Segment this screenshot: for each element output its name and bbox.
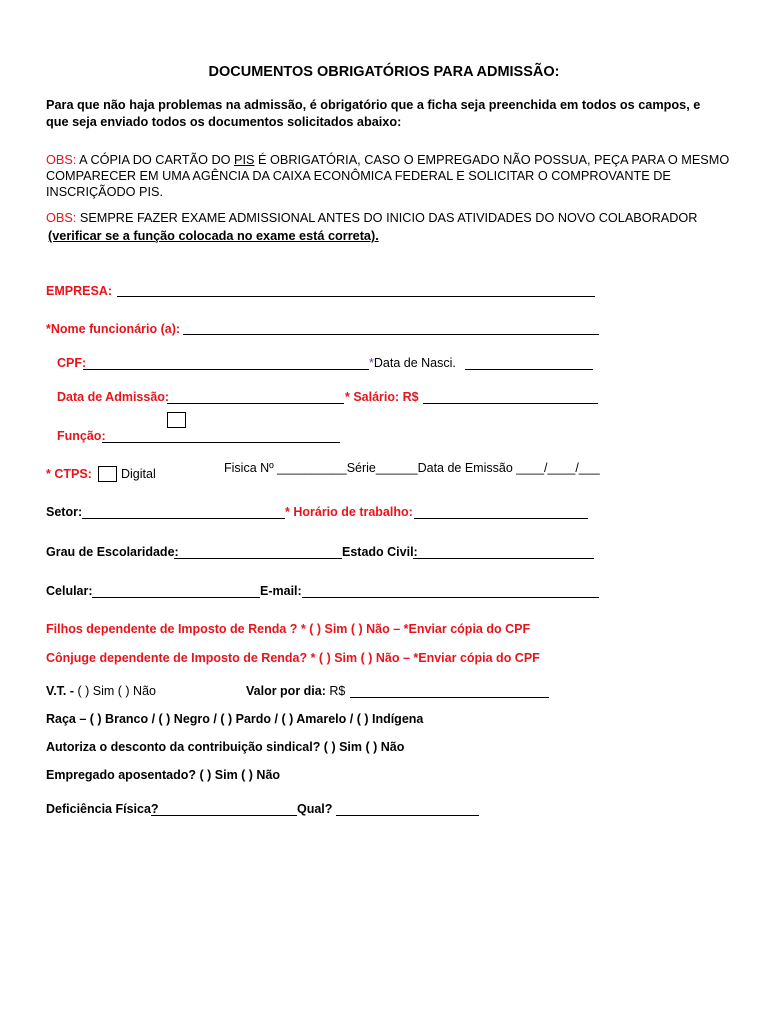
page-title: DOCUMENTOS OBRIGATÓRIOS PARA ADMISSÃO: [208,64,560,80]
setor-label: Setor: [46,505,83,519]
nome-label: *Nome funcionário (a): [46,322,181,336]
celular-label: Celular: [46,584,93,598]
vt-label: V.T. - [46,684,75,698]
horario-label: * Horário de trabalho: [285,505,413,519]
celular-field[interactable] [92,597,260,598]
filhos-dependente [46,622,530,636]
data-admissao-field[interactable] [167,403,344,404]
pis-underlined: PIS [234,153,255,167]
horario-field[interactable] [414,518,588,519]
digital-label: Digital [121,467,156,481]
data-nasci-label [369,356,456,370]
obs-label: OBS: [46,211,77,225]
obs-label: OBS: [46,153,77,167]
conjuge-text: Cônjuge dependente de Imposto de Renda? * ( ) Sim ( ) Não – *Enviar cópia do CPF [46,651,540,665]
obs-exam-text: SEMPRE FAZER EXAME ADMISSIONAL ANTES DO INICIO DAS ATIVIDADES DO NOVO COLABORADOR [76,211,698,225]
ctps-fisica-line: Fisica Nº __________Série______Data de Emissão ____/____/___ [224,461,600,475]
data-nasci-text: Data de Nasci. [373,356,456,370]
qual-field[interactable] [336,815,479,816]
email-field[interactable] [302,597,599,598]
cpf-label: CPF: [57,356,87,370]
ctps-digital-checkbox[interactable] [98,466,117,482]
required-star: * [369,356,374,370]
email-label: E-mail: [260,584,302,598]
qual-label: Qual? [297,802,333,816]
vt-options: ( ) Sim ( ) Não [74,684,156,698]
valor-dia-group [246,684,345,698]
funcao-field[interactable] [102,442,340,443]
estado-civil-label: Estado Civil: [342,545,418,559]
empresa-field[interactable] [117,296,595,297]
data-admissao-label: Data de Admissão: [57,390,170,404]
valor-dia-label: Valor por dia: [246,684,326,698]
grau-label: Grau de Escolaridade: [46,545,179,559]
obs-exam-note [46,210,736,226]
cpf-field[interactable] [83,369,369,370]
aposentado-row: Empregado aposentado? ( ) Sim ( ) Não [46,768,281,782]
funcao-label: Função: [57,429,106,443]
salario-field[interactable] [423,403,598,404]
raca-row: Raça – ( ) Branco / ( ) Negro / ( ) Pardo / ( ) Amarelo / ( ) Indígena [46,712,424,726]
grau-field[interactable] [174,558,342,559]
exam-function-note: (verificar se a função colocada no exame está correta). [48,229,379,243]
nome-field[interactable] [183,334,599,335]
sindical-row: Autoriza o desconto da contribuição sindical? ( ) Sim ( ) Não [46,740,405,754]
empresa-label: EMPRESA: [46,284,112,298]
filhos-text: Filhos dependente de Imposto de Renda ? * ( ) Sim ( ) Não – *Enviar cópia do CPF [46,622,531,636]
conjuge-dependente [46,651,540,665]
ctps-label: * CTPS: [46,467,92,481]
obs-pis-note [46,152,736,200]
valor-rs: R$ [325,684,346,698]
checkbox-empty[interactable] [167,412,186,428]
setor-field[interactable] [82,518,285,519]
intro-text: Para que não haja problemas na admissão, é obrigatório que a ficha seja preenchida em todos os campos, e que seja enviado todos os documentos solicitados abaixo: [46,98,701,129]
vt-row [46,684,156,698]
deficiencia-field[interactable] [151,815,297,816]
salario-label: * Salário: R$ [345,390,419,404]
obs-text-part2: É OBRIGATÓRIA, CASO O EMPREGADO NÃO POSSUA, PEÇA PARA O MESMO COMPARECER EM UMA AGÊNCIA DA CAIXA ECONÔMICA FEDERAL E SOLICITAR O COMPROVANTE DE INSCRIÇÃODO PIS. [46,153,730,199]
data-nasci-field[interactable] [465,369,593,370]
valor-dia-field[interactable] [350,697,549,698]
estado-civil-field[interactable] [413,558,594,559]
deficiencia-label: Deficiência Física? [46,802,159,816]
obs-text-part1: A CÓPIA DO CARTÃO DO [76,153,235,167]
